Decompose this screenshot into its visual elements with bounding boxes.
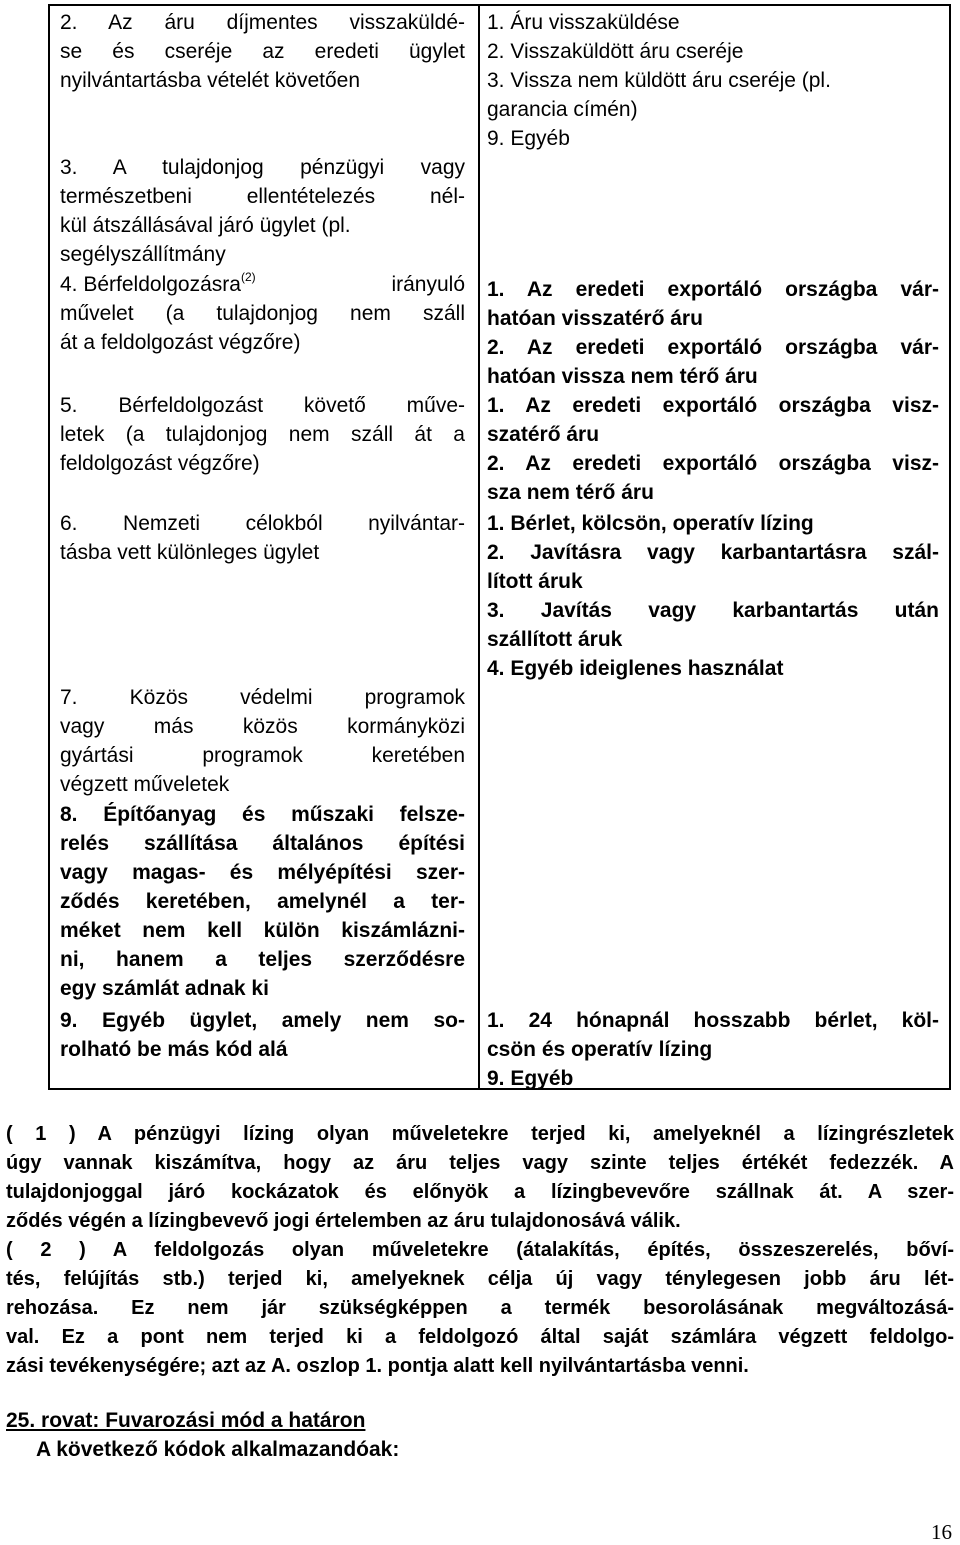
text-line: ződés keretében, amelynél a ter- <box>60 890 465 913</box>
note-line: ( 2 ) A feldolgozás olyan műveletekre (átalakítás, építés, összeszerelés, bőví- <box>6 1239 954 1261</box>
text-line: feldolgozást végzőre) <box>60 452 260 475</box>
code-line: 1. Az eredeti exportáló országba vár- <box>487 278 939 301</box>
row-8-description <box>60 800 465 1003</box>
text-line: méket nem kell külön kiszámlázni- <box>60 919 465 942</box>
text-line: rolható be más kód alá <box>60 1038 288 1061</box>
note-line: ( 1 ) A pénzügyi lízing olyan műveletekre terjed ki, amelyeknél a lízingrészletek <box>6 1123 954 1145</box>
code-line: sza nem térő áru <box>487 481 654 504</box>
code-line: 1. Bérlet, kölcsön, operatív lízing <box>487 512 814 535</box>
text-line: művelet (a tulajdonjog nem száll <box>60 302 465 325</box>
code-line: garancia címén) <box>487 98 638 121</box>
row-4-description <box>60 270 465 357</box>
code-line: 2. Az eredeti exportáló országba vár- <box>487 336 939 359</box>
text-line: vagy magas- és mélyépítési szer- <box>60 861 465 884</box>
footnote-ref-2: (2) <box>240 270 256 284</box>
text-line: letek (a tulajdonjog nem száll át a <box>60 423 465 446</box>
code-line: 2. Javításra vagy karbantartásra szál- <box>487 541 939 564</box>
code-line: szállított áruk <box>487 628 623 651</box>
footnotes <box>6 1120 954 1381</box>
row-5-description <box>60 391 465 478</box>
text-line: ni, hanem a teljes szerződésre <box>60 948 465 971</box>
code-line: 1. Áru visszaküldése <box>487 11 680 34</box>
code-line: szatérő áru <box>487 423 600 446</box>
footnote-2 <box>6 1236 954 1381</box>
column-divider <box>478 6 480 1088</box>
row-4-title: 4. Bérfeldolgozásra$^{(2)}$ <box>60 270 256 296</box>
text-line: természetbeni ellentételezés nél- <box>60 185 465 208</box>
code-line: 1. Az eredeti exportáló országba visz- <box>487 394 939 417</box>
code-line: hatóan vissza nem térő áru <box>487 365 758 388</box>
note-line: úgy vannak kiszámítva, hogy az áru teljes vagy szinte teljes értékét fedezzék. A <box>6 1152 954 1174</box>
section-intro: A következő kódok alkalmazandóak: <box>36 1438 400 1461</box>
text-line: 7. Közös védelmi programok <box>60 686 465 709</box>
row-4-title-end: irányuló <box>391 273 465 296</box>
row-2-codes <box>487 8 939 153</box>
row-4-codes <box>487 275 939 391</box>
transaction-codes-table <box>48 4 951 1090</box>
code-line: hatóan visszatérő áru <box>487 307 703 330</box>
text-line: se és cseréje az eredeti ügylet <box>60 40 465 63</box>
text-line <box>60 270 465 299</box>
row-2-description <box>60 8 465 95</box>
text-line: 3. A tulajdonjog pénzügyi vagy <box>60 156 465 179</box>
text-line: végzett műveletek <box>60 773 230 796</box>
text-line: egy számlát adnak ki <box>60 977 269 1000</box>
code-line: 2. Az eredeti exportáló országba visz- <box>487 452 939 475</box>
row-9-description <box>60 1006 465 1064</box>
note-line: tulajdonjoggal járó kockázatok és előnyök a lízingbevevőre szállnak át. A szer- <box>6 1181 954 1203</box>
text-line: 2. Az áru díjmentes visszaküldé- <box>60 11 465 34</box>
text-line: 9. Egyéb ügylet, amely nem so- <box>60 1009 465 1032</box>
section-heading: 25. rovat: Fuvarozási mód a határon <box>6 1409 366 1432</box>
code-line: csön és operatív lízing <box>487 1038 713 1061</box>
text-line: tásba vett különleges ügylet <box>60 541 320 564</box>
row-3-description <box>60 153 465 269</box>
text-line: relés szállítása általános építési <box>60 832 465 855</box>
note-line: rehozása. Ez nem jár szükségképpen a termék besorolásának megváltozásá- <box>6 1297 954 1319</box>
code-line: 3. Vissza nem küldött áru cseréje (pl. <box>487 69 831 92</box>
text-line: 6. Nemzeti célokból nyilvántar- <box>60 512 465 535</box>
code-line: 9. Egyéb <box>487 127 570 150</box>
code-line: lított áruk <box>487 570 583 593</box>
text-line: át a feldolgozást végzőre) <box>60 331 301 354</box>
code-line: 3. Javítás vagy karbantartás után <box>487 599 939 622</box>
text-line: segélyszállítmány <box>60 243 226 266</box>
footnote-1 <box>6 1120 954 1236</box>
row-9-codes <box>487 1006 939 1093</box>
note-line: zási tevékenységére; azt az A. oszlop 1. pontja alatt kell nyilvántartásba venni. <box>6 1355 749 1377</box>
text-line: kül átszállásával járó ügylet (pl. <box>60 214 351 237</box>
text-line: nyilvántartásba vételét követően <box>60 69 361 92</box>
text-line: 5. Bérfeldolgozást követő műve- <box>60 394 465 417</box>
code-line: 4. Egyéb ideiglenes használat <box>487 657 784 680</box>
row-6-codes <box>487 509 939 683</box>
row-6-description <box>60 509 465 567</box>
text-line: 8. Építőanyag és műszaki felsze- <box>60 803 465 826</box>
note-line: tés, felújítás stb.) terjed ki, amelyeknek célja új vagy ténylegesen jobb áru lét- <box>6 1268 954 1290</box>
text-line: vagy más közös kormányközi <box>60 715 465 738</box>
text-line: gyártási programok keretében <box>60 744 465 767</box>
page-number: 16 <box>931 1520 952 1544</box>
note-line: val. Ez a pont nem terjed ki a feldolgozó által saját számlára végzett feldolgo- <box>6 1326 954 1348</box>
code-line: 1. 24 hónapnál hosszabb bérlet, köl- <box>487 1009 939 1032</box>
row-5-codes <box>487 391 939 507</box>
row-7-description <box>60 683 465 799</box>
code-line: 9. Egyéb <box>487 1067 574 1090</box>
note-line: ződés végén a lízingbevevő jogi értelemben az áru tulajdonosává válik. <box>6 1210 681 1232</box>
code-line: 2. Visszaküldött áru cseréje <box>487 40 744 63</box>
